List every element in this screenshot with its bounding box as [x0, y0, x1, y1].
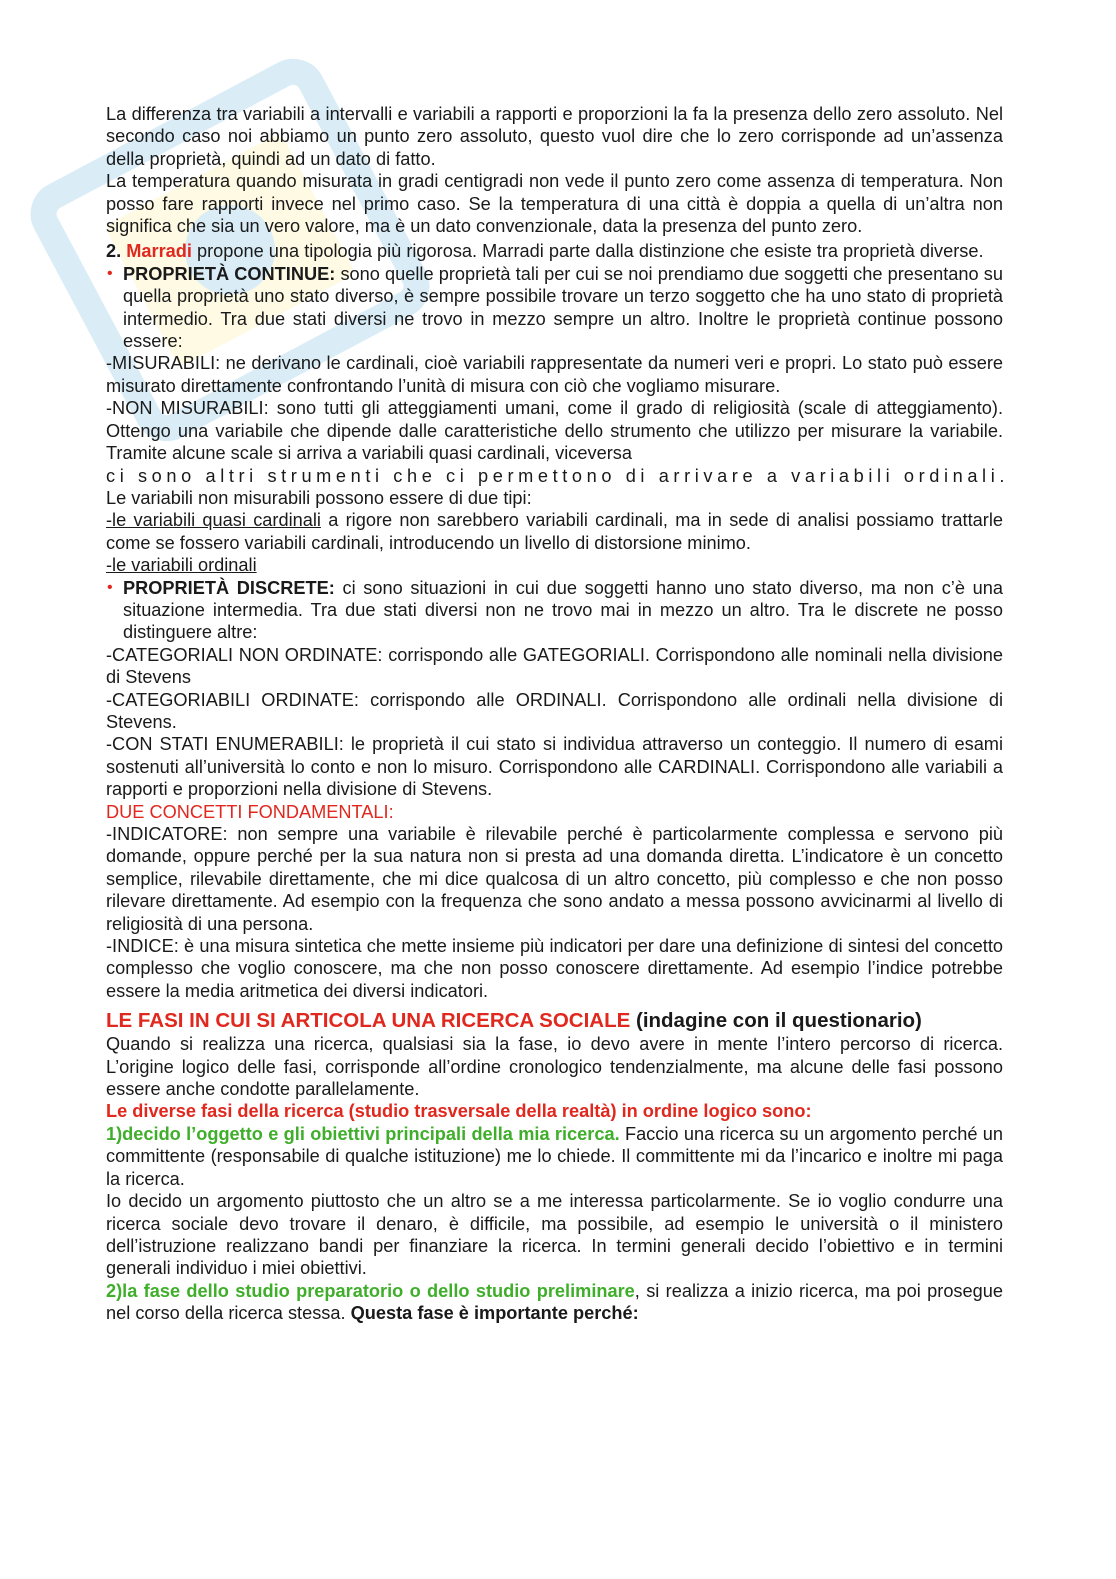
paragraph-ordinali	[106, 554, 1003, 576]
fase-2-text: , si realizza a inizio ricerca, ma poi prosegue nel corso della ricerca stessa.	[106, 1280, 1003, 1324]
marradi-text: propone una tipologia più rigorosa. Marradi parte dalla distinzione che esiste tra proprietà diverse.	[191, 241, 984, 262]
bullet-proprieta-discrete	[106, 577, 1003, 644]
paragraph-temperatura: La temperatura quando misurata in gradi centigradi non vede il punto zero come assenza di temperatura. Non posso fare rapporti invece nel primo caso. Se la temperatura di una città è doppia a quella di un’altra non significa che sia un vero valore, ma è un dato convenzionale, data la presenza del punto zero.	[106, 171, 1003, 237]
document-page	[106, 103, 1009, 1325]
bullet-proprieta-continue	[106, 263, 1003, 353]
discrete-title: PROPRIETÀ DISCRETE:	[123, 577, 335, 598]
paragraph-non-misurabili-cont: ci sono altri strumenti che ci permettono di arrivare a variabili ordinali.	[106, 465, 1009, 486]
paragraph-zero-assoluto: La differenza tra variabili a intervalli e variabili a rapporti e proporzioni la fa la presenza dello zero assoluto. Nel secondo caso noi abbiamo un punto zero assoluto, questo vuol dire che lo zero corrisponde ad un’assenza della proprietà, quindi ad un dato di fatto.	[106, 104, 1003, 169]
fase-1-title: 1)decido l’oggetto e gli obiettivi principali della mia ricerca.	[106, 1123, 620, 1144]
paragraph-indice: -INDICE: è una misura sintetica che mette insieme più indicatori per dare una definizione di sintesi del concetto complesso che voglio conoscere, ma che non posso conoscere direttamente. Ad esempio l’indice potrebbe essere la media aritmetica dei diversi indicatori.	[106, 936, 1003, 1001]
fase-2-title: 2)la fase dello studio preparatorio o dello studio preliminare	[106, 1280, 635, 1301]
heading-fasi-black: (indagine con il questionario)	[630, 1009, 922, 1033]
paragraph-fase-2	[106, 1280, 1003, 1325]
continue-text: sono quelle proprietà tali per cui se noi prendiamo due soggetti che presentano su quella proprietà uno stato diverso, è sempre possibile trovare un terzo soggetto che ha uno stato di proprietà intermedio. Tra due stati diversi ne trovo in mezzo sempre un altro. Inoltre le proprietà continue possono essere:	[123, 263, 1003, 352]
paragraph-stati-enumerabili: -CON STATI ENUMERABILI: le proprietà il cui stato si individua attraverso un conteggio. Il numero di esami sostenuti all’università lo conto e non lo misuro. Corrispondono alle CARDINALI. Corrispondono alle variabili a rapporti e proporzioni nella divisione di Stevens.	[106, 734, 1003, 800]
paragraph-due-tipi: Le variabili non misurabili possono essere di due tipi:	[106, 487, 532, 508]
ordinali-label: -le variabili ordinali	[106, 555, 257, 576]
paragraph-fase-1	[106, 1123, 1003, 1190]
quasi-cardinali-text: a rigore non sarebbero variabili cardinali, ma in sede di analisi possiamo trattarle come se fossero variabili cardinali, introducendo un livello di distorsione minimo.	[106, 510, 1003, 553]
heading-fasi-ricerca	[106, 1008, 1003, 1033]
heading-fasi-ordine: Le diverse fasi della ricerca (studio trasversale della realtà) in ordine logico sono:	[106, 1101, 812, 1122]
heading-fasi-red: LE FASI IN CUI SI ARTICOLA UNA RICERCA SOCIALE	[106, 1009, 631, 1033]
fase-2-bold: Questa fase è importante perché:	[350, 1303, 639, 1324]
continue-title: PROPRIETÀ CONTINUE:	[123, 263, 336, 284]
fase-1-text: Faccio una ricerca su un argomento perché un committente (responsabile di qualche istituzione) me lo chiede. Il committente mi da l’incarico e inoltre mi paga la ricerca.	[106, 1123, 1003, 1189]
bullet-dot-icon: •	[107, 578, 113, 596]
discrete-text: ci sono situazioni in cui due soggetti hanno uno stato diverso, ma non c’è una situazione intermedia. Tra due stati diversi non ne trovo mai in mezzo un altro. Tra le discrete ne posso distinguere altre:	[123, 577, 1003, 643]
paragraph-non-misurabili: -NON MISURABILI: sono tutti gli atteggiamenti umani, come il grado di religiosità (scale di atteggiamento). Ottengo una variabile che dipende dalle caratteristiche dello strumento che utilizzo per misurare la variabile. Tramite alcune scale si arriva a variabili quasi cardinali, viceversa	[106, 398, 1003, 464]
paragraph-categoriabili-ordinate: -CATEGORIABILI ORDINATE: corrispondo alle ORDINALI. Corrispondono alle ordinali nella divisione di Stevens.	[106, 689, 1003, 732]
quasi-cardinali-label: -le variabili quasi cardinali	[106, 510, 321, 531]
paragraph-fasi-intro: Quando si realizza una ricerca, qualsiasi sia la fase, io devo avere in mente l’intero percorso di ricerca. L’origine logico delle fasi, corrisponde all’ordine cronologico tendenzialmente, ma alcune delle fasi possono essere anche condotte parallelamente.	[106, 1034, 1003, 1100]
paragraph-misurabili: -MISURABILI: ne derivano le cardinali, cioè variabili rappresentate da numeri veri e propri. Lo stato può essere misurato direttamente confrontando l’unità di misura con ciò che vogliamo misurare.	[106, 353, 1003, 396]
section-number: 2.	[106, 241, 122, 262]
author-name: Marradi	[126, 241, 192, 262]
paragraph-indicatore: -INDICATORE: non sempre una variabile è rilevabile perché è particolarmente complessa e servono più domande, oppure perché per la sua natura non si presta ad una domanda diretta. L’indicatore è un concetto semplice, rilevabile direttamente, che mi dice qualcosa di un altro concetto, più complesso e che non posso rilevare direttamente. Ad esempio con la frequenza che sono andato a messa possono avvicinarmi al livello di religiosità di una persona.	[106, 824, 1003, 934]
paragraph-marradi	[106, 240, 1003, 262]
paragraph-categoriali-non-ordinate: -CATEGORIALI NON ORDINATE: corrispondo alle GATEGORIALI. Corrispondono alle nominali nella divisione di Stevens	[106, 644, 1003, 688]
paragraph-quasi-cardinali	[106, 509, 1003, 554]
paragraph-fase-1-b: Io decido un argomento piuttosto che un altro se a me interessa particolarmente. Se io voglio condurre una ricerca sociale devo trovare il denaro, è difficile, ma possibile, ad esempio le università o il ministero dell’istruzione realizzano bandi per finanziare la ricerca. In termini generali decido l’obiettivo e in termini generali individuo i miei obiettivi.	[106, 1191, 1003, 1279]
bullet-dot-icon: •	[107, 264, 113, 282]
heading-due-concetti: DUE CONCETTI FONDAMENTALI:	[106, 801, 394, 822]
